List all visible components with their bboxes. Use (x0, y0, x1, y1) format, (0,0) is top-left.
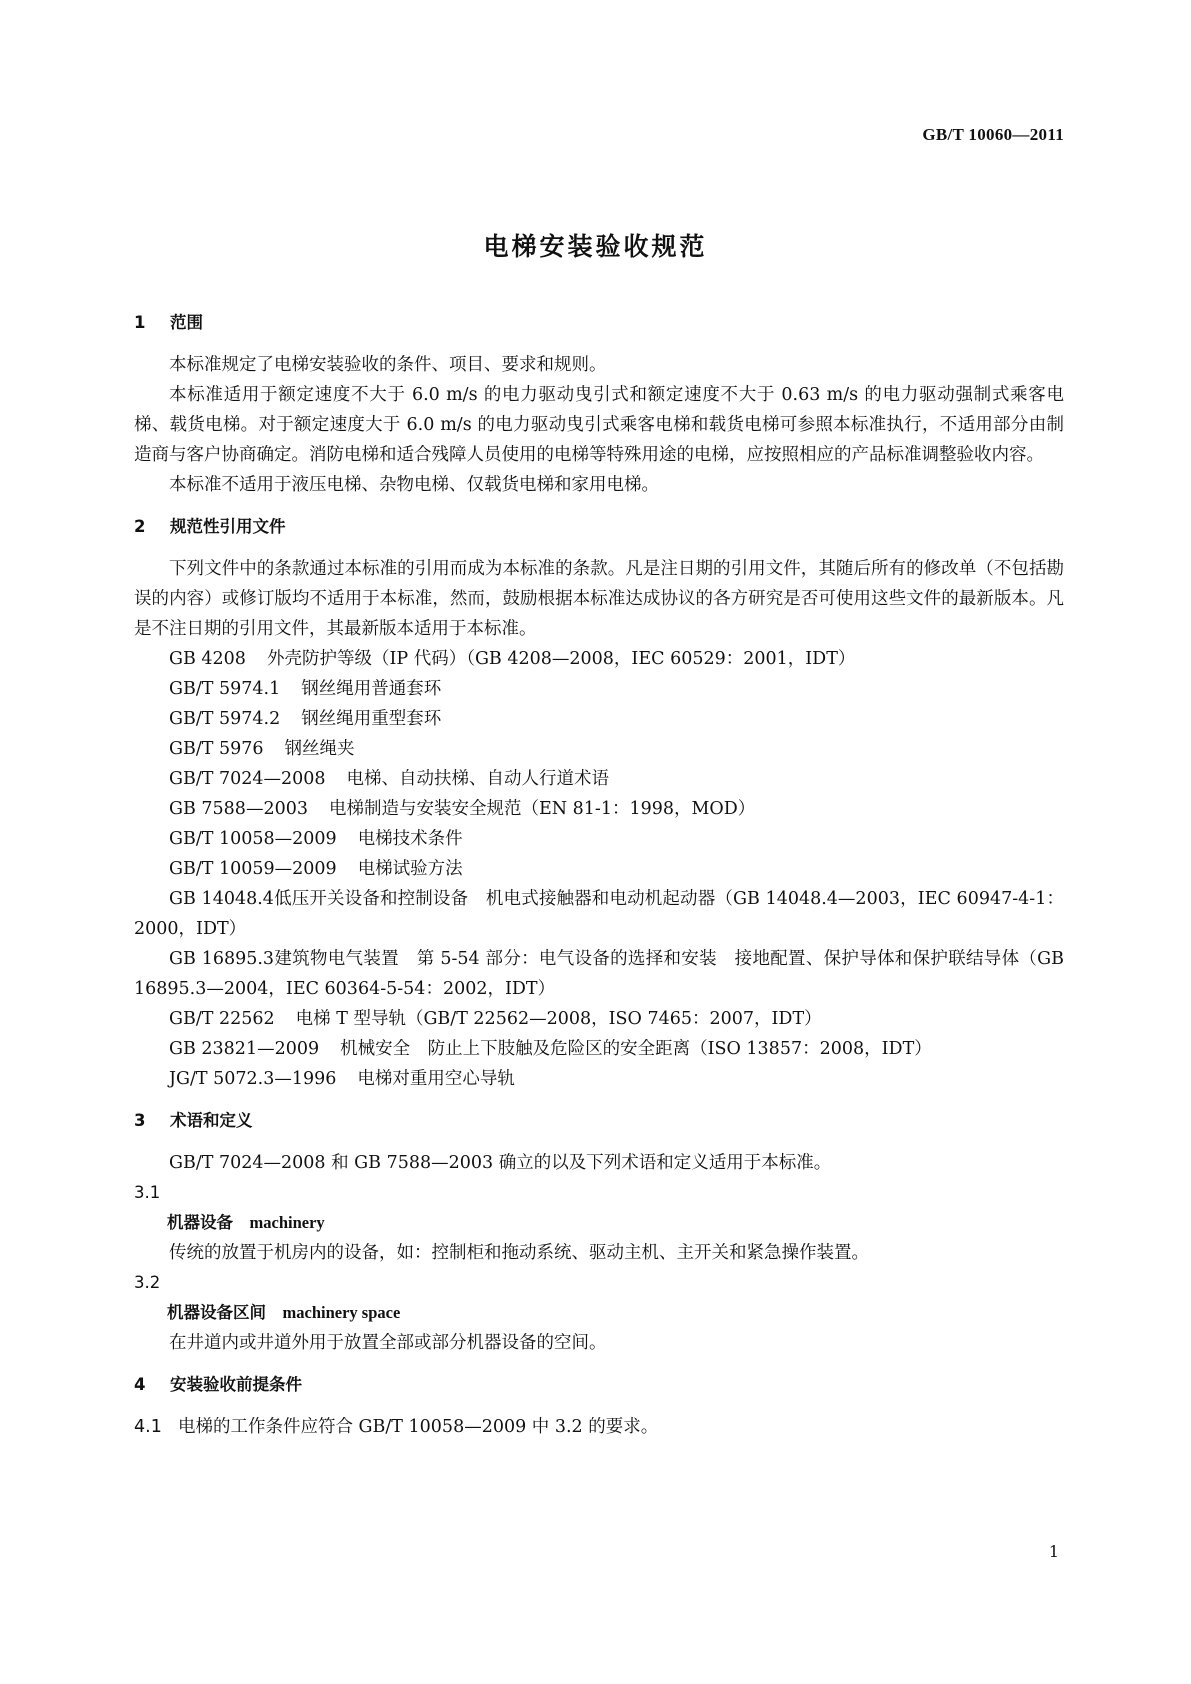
reference-code: GB/T 5974.1 (169, 679, 281, 699)
section-heading-normative-references (134, 512, 1064, 542)
reference-item (134, 764, 1064, 794)
paragraph: GB/T 7024—2008 和 GB 7588—2003 确立的以及下列术语和定义适用于本标准。 (169, 1153, 832, 1173)
section-heading-terms-and-definitions (134, 1106, 1064, 1136)
reference-title: 钢丝绳用普通套环 (301, 679, 442, 699)
reference-code: GB 4208 (169, 649, 246, 669)
paragraph: 本标准规定了电梯安装验收的条件、项目、要求和规则。 (169, 355, 607, 375)
section-title: 范围 (170, 313, 203, 332)
reference-title: 钢丝绳夹 (284, 739, 355, 759)
reference-title: 建筑物电气装置 第 5-54 部分：电气设备的选择和安装 接地配置、保护导体和保护联结导体（GB 16895.3—2004，IEC 60364-5-54：2002，IDT） (134, 949, 1064, 999)
reference-code: GB 7588—2003 (169, 799, 308, 819)
term-number: 3.1 (134, 1183, 161, 1202)
reference-item (134, 674, 1064, 704)
clause (134, 1412, 1064, 1442)
term-cn: 机器设备区间 (167, 1303, 266, 1322)
reference-title: 电梯 T 型导轨（GB/T 22562—2008，ISO 7465：2007，IDT） (295, 1009, 822, 1029)
reference-title: 外壳防护等级（IP 代码）（GB 4208—2008，IEC 60529：2001，IDT） (266, 649, 856, 669)
reference-item (134, 884, 1064, 944)
reference-title: 电梯试验方法 (357, 859, 463, 879)
document-body (134, 308, 1064, 1442)
reference-title: 钢丝绳用重型套环 (301, 709, 442, 729)
reference-code: GB 14048.4 (169, 889, 274, 909)
reference-item (134, 794, 1064, 824)
section-heading-scope (134, 308, 1064, 338)
reference-code: GB/T 10059—2009 (169, 859, 337, 879)
reference-code: GB/T 10058—2009 (169, 829, 337, 849)
reference-title: 电梯、自动扶梯、自动人行道术语 (346, 769, 610, 789)
clause-number: 4.1 (134, 1417, 162, 1437)
term-heading (134, 1208, 1064, 1238)
term-en: machinery space (282, 1303, 401, 1322)
reference-title: 机械安全 防止上下肢触及危险区的安全距离（ISO 13857：2008，IDT） (340, 1039, 932, 1059)
reference-item (134, 704, 1064, 734)
section-title: 术语和定义 (170, 1111, 253, 1130)
section-heading-installation-preconditions (134, 1370, 1064, 1400)
reference-item (134, 1004, 1064, 1034)
reference-code: GB/T 7024—2008 (169, 769, 326, 789)
term-en: machinery (249, 1213, 325, 1232)
reference-title: 电梯对重用空心导轨 (357, 1069, 515, 1089)
term-cn: 机器设备 (167, 1213, 233, 1232)
paragraph: 本标准适用于额定速度不大于 6.0 m/s 的电力驱动曳引式和额定速度不大于 0.63 m/s 的电力驱动强制式乘客电梯、载货电梯。对于额定速度大于 6.0 m/s 的电力驱动曳引式乘客电梯和载货电梯可参照本标准执行，不适用部分由制造商与客户协商确定。消防电梯和适合残障人员使用的电梯等特殊用途的电梯，应按照相应的产品标准调整验收内容。 (134, 385, 1064, 465)
reference-code: JG/T 5072.3—1996 (169, 1069, 337, 1089)
page-number: 1 (1048, 1542, 1059, 1561)
reference-item (134, 1034, 1064, 1064)
section-number: 3 (134, 1111, 146, 1130)
section-number: 2 (134, 517, 146, 536)
clause-text: 电梯的工作条件应符合 GB/T 10058—2009 中 3.2 的要求。 (178, 1417, 659, 1437)
reference-item (134, 644, 1064, 674)
section-number: 4 (134, 1375, 146, 1394)
term-definition: 在井道内或井道外用于放置全部或部分机器设备的空间。 (169, 1333, 607, 1353)
term-heading (134, 1298, 1064, 1328)
section-title: 安装验收前提条件 (170, 1375, 302, 1394)
document-title: 电梯安装验收规范 (483, 232, 708, 261)
reference-item (134, 734, 1064, 764)
reference-code: GB/T 5974.2 (169, 709, 281, 729)
document-code: GB/T 10060—2011 (922, 125, 1064, 144)
reference-item (134, 854, 1064, 884)
reference-code: GB 23821—2009 (169, 1039, 320, 1059)
reference-code: GB/T 5976 (169, 739, 264, 759)
reference-code: GB/T 22562 (169, 1009, 275, 1029)
term-definition: 传统的放置于机房内的设备，如：控制柜和拖动系统、驱动主机、主开关和紧急操作装置。 (169, 1243, 869, 1263)
section-title: 规范性引用文件 (170, 517, 286, 536)
reference-item (134, 944, 1064, 1004)
reference-title: 电梯制造与安装安全规范（EN 81-1：1998，MOD） (328, 799, 756, 819)
reference-code: GB 16895.3 (169, 949, 275, 969)
reference-item (134, 1064, 1064, 1094)
term-number: 3.2 (134, 1273, 161, 1292)
reference-item (134, 824, 1064, 854)
section-number: 1 (134, 313, 146, 332)
paragraph: 本标准不适用于液压电梯、杂物电梯、仅载货电梯和家用电梯。 (169, 475, 659, 495)
paragraph: 下列文件中的条款通过本标准的引用而成为本标准的条款。凡是注日期的引用文件，其随后所有的修改单（不包括勘误的内容）或修订版均不适用于本标准，然而，鼓励根据本标准达成协议的各方研究是否可使用这些文件的最新版本。凡是不注日期的引用文件，其最新版本适用于本标准。 (134, 559, 1064, 639)
reference-title: 低压开关设备和控制设备 机电式接触器和电动机起动器（GB 14048.4—2003，IEC 60947-4-1：2000，IDT） (134, 889, 1064, 939)
reference-title: 电梯技术条件 (357, 829, 463, 849)
